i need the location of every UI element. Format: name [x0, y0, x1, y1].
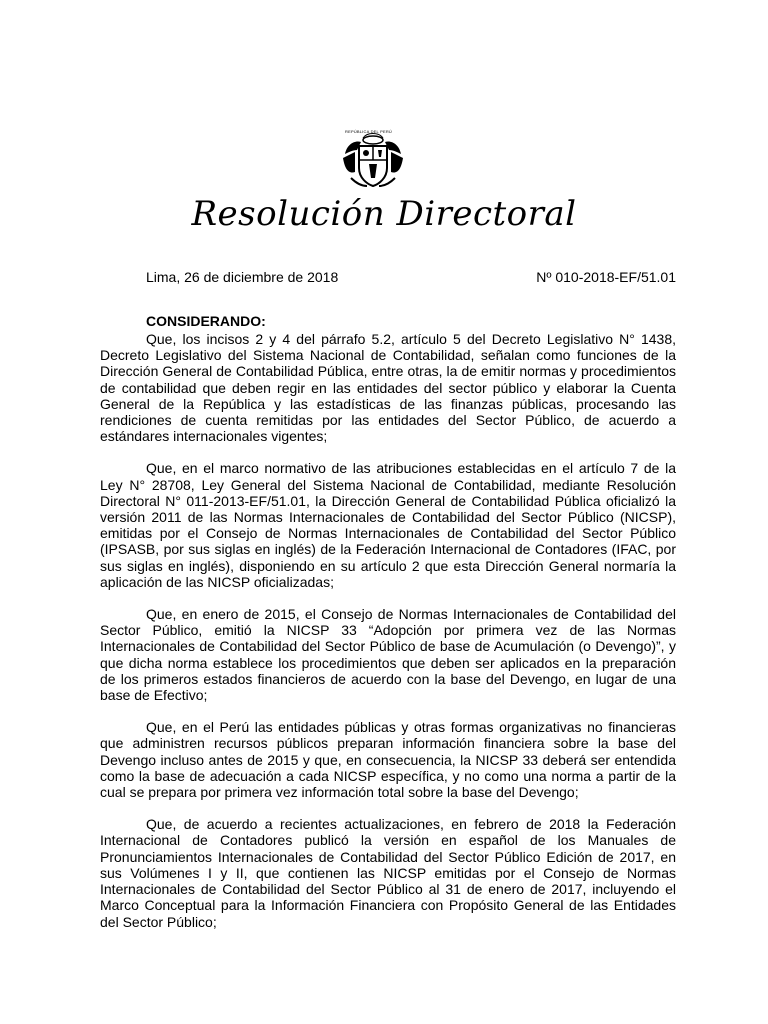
paragraph-1: Que, los incisos 2 y 4 del párrafo 5.2, artículo 5 del Decreto Legislativo N° 1438, Decreto Legislativo del Sistema Nacional de Contabilidad, señalan como funciones de la Dirección General de Contabilidad Pública, entre otras, la de emitir normas y procedimientos de contabilidad que deben regir en las entidades del sector público y elaborar la Cuenta General de la República y las estadísticas de las finanzas públicas, procesando las rendiciones de cuenta remitidas por las entidades del Sector Público, de acuerdo a estándares internacionales vigentes; — [100, 331, 676, 445]
paragraph-3: Que, en enero de 2015, el Consejo de Normas Internacionales de Contabilidad del Sector Público, emitió la NICSP 33 “Adopción por primera vez de las Normas Internacionales de Contabilidad del Sector Público de base de Acumulación (o Devengo)”, y que dicha norma establece los procedimientos que deben ser aplicados en la preparación de los primeros estados financieros de acuerdo con la base del Devengo, en lugar de una base de Efectivo; — [100, 606, 676, 704]
section-heading: CONSIDERANDO: — [146, 313, 266, 329]
coat-of-arms-emblem — [337, 128, 409, 190]
paragraph-4: Que, en el Perú las entidades públicas y otras formas organizativas no financieras que administren recursos públicos preparan información financiera sobre la base del Devengo incluso antes de 2015 y que, en consecuencia, la NICSP 33 deberá ser entendida como la base de adecuación a cada NICSP específica, y no como una norma a partir de la cual se prepara por primera vez información total sobre la base del Devengo; — [100, 719, 676, 801]
resolution-number: Nº 010-2018-EF/51.01 — [536, 269, 676, 285]
document-body — [100, 331, 676, 930]
place-date: Lima, 26 de diciembre de 2018 — [146, 269, 339, 285]
emblem-label: REPÚBLICA DEL PERÚ — [345, 129, 393, 134]
document-meta — [146, 268, 676, 286]
paragraph-5: Que, de acuerdo a recientes actualizaciones, en febrero de 2018 la Federación Internacional de Contadores publicó la versión en español de los Manuales de Pronunciamientos Internacionales de Contabilidad del Sector Público Edición de 2017, en sus Volúmenes I y II, que contienen las NICSP emitidas por el Consejo de Normas Internacionales de Contabilidad del Sector Público al 31 de enero de 2017, incluyendo el Marco Conceptual para la Información Financiera con Propósito General de las Entidades del Sector Público; — [100, 816, 676, 930]
document-title: Resolución Directoral — [191, 194, 577, 234]
paragraph-2: Que, en el marco normativo de las atribuciones establecidas en el artículo 7 de la Ley N° 28708, Ley General del Sistema Nacional de Contabilidad, mediante Resolución Directoral N° 011-2013-EF/51.01, la Dirección General de Contabilidad Pública oficializó la versión 2011 de las Normas Internacionales de Contabilidad del Sector Público (NICSP), emitidas por el Consejo de Normas Internacionales de Contabilidad del Sector Público (IPSASB, por sus siglas en inglés) de la Federación Internacional de Contadores (IFAC, por sus siglas en inglés), disponiendo en su artículo 2 que esta Dirección General normaría la aplicación de las NICSP oficializadas; — [100, 460, 676, 590]
